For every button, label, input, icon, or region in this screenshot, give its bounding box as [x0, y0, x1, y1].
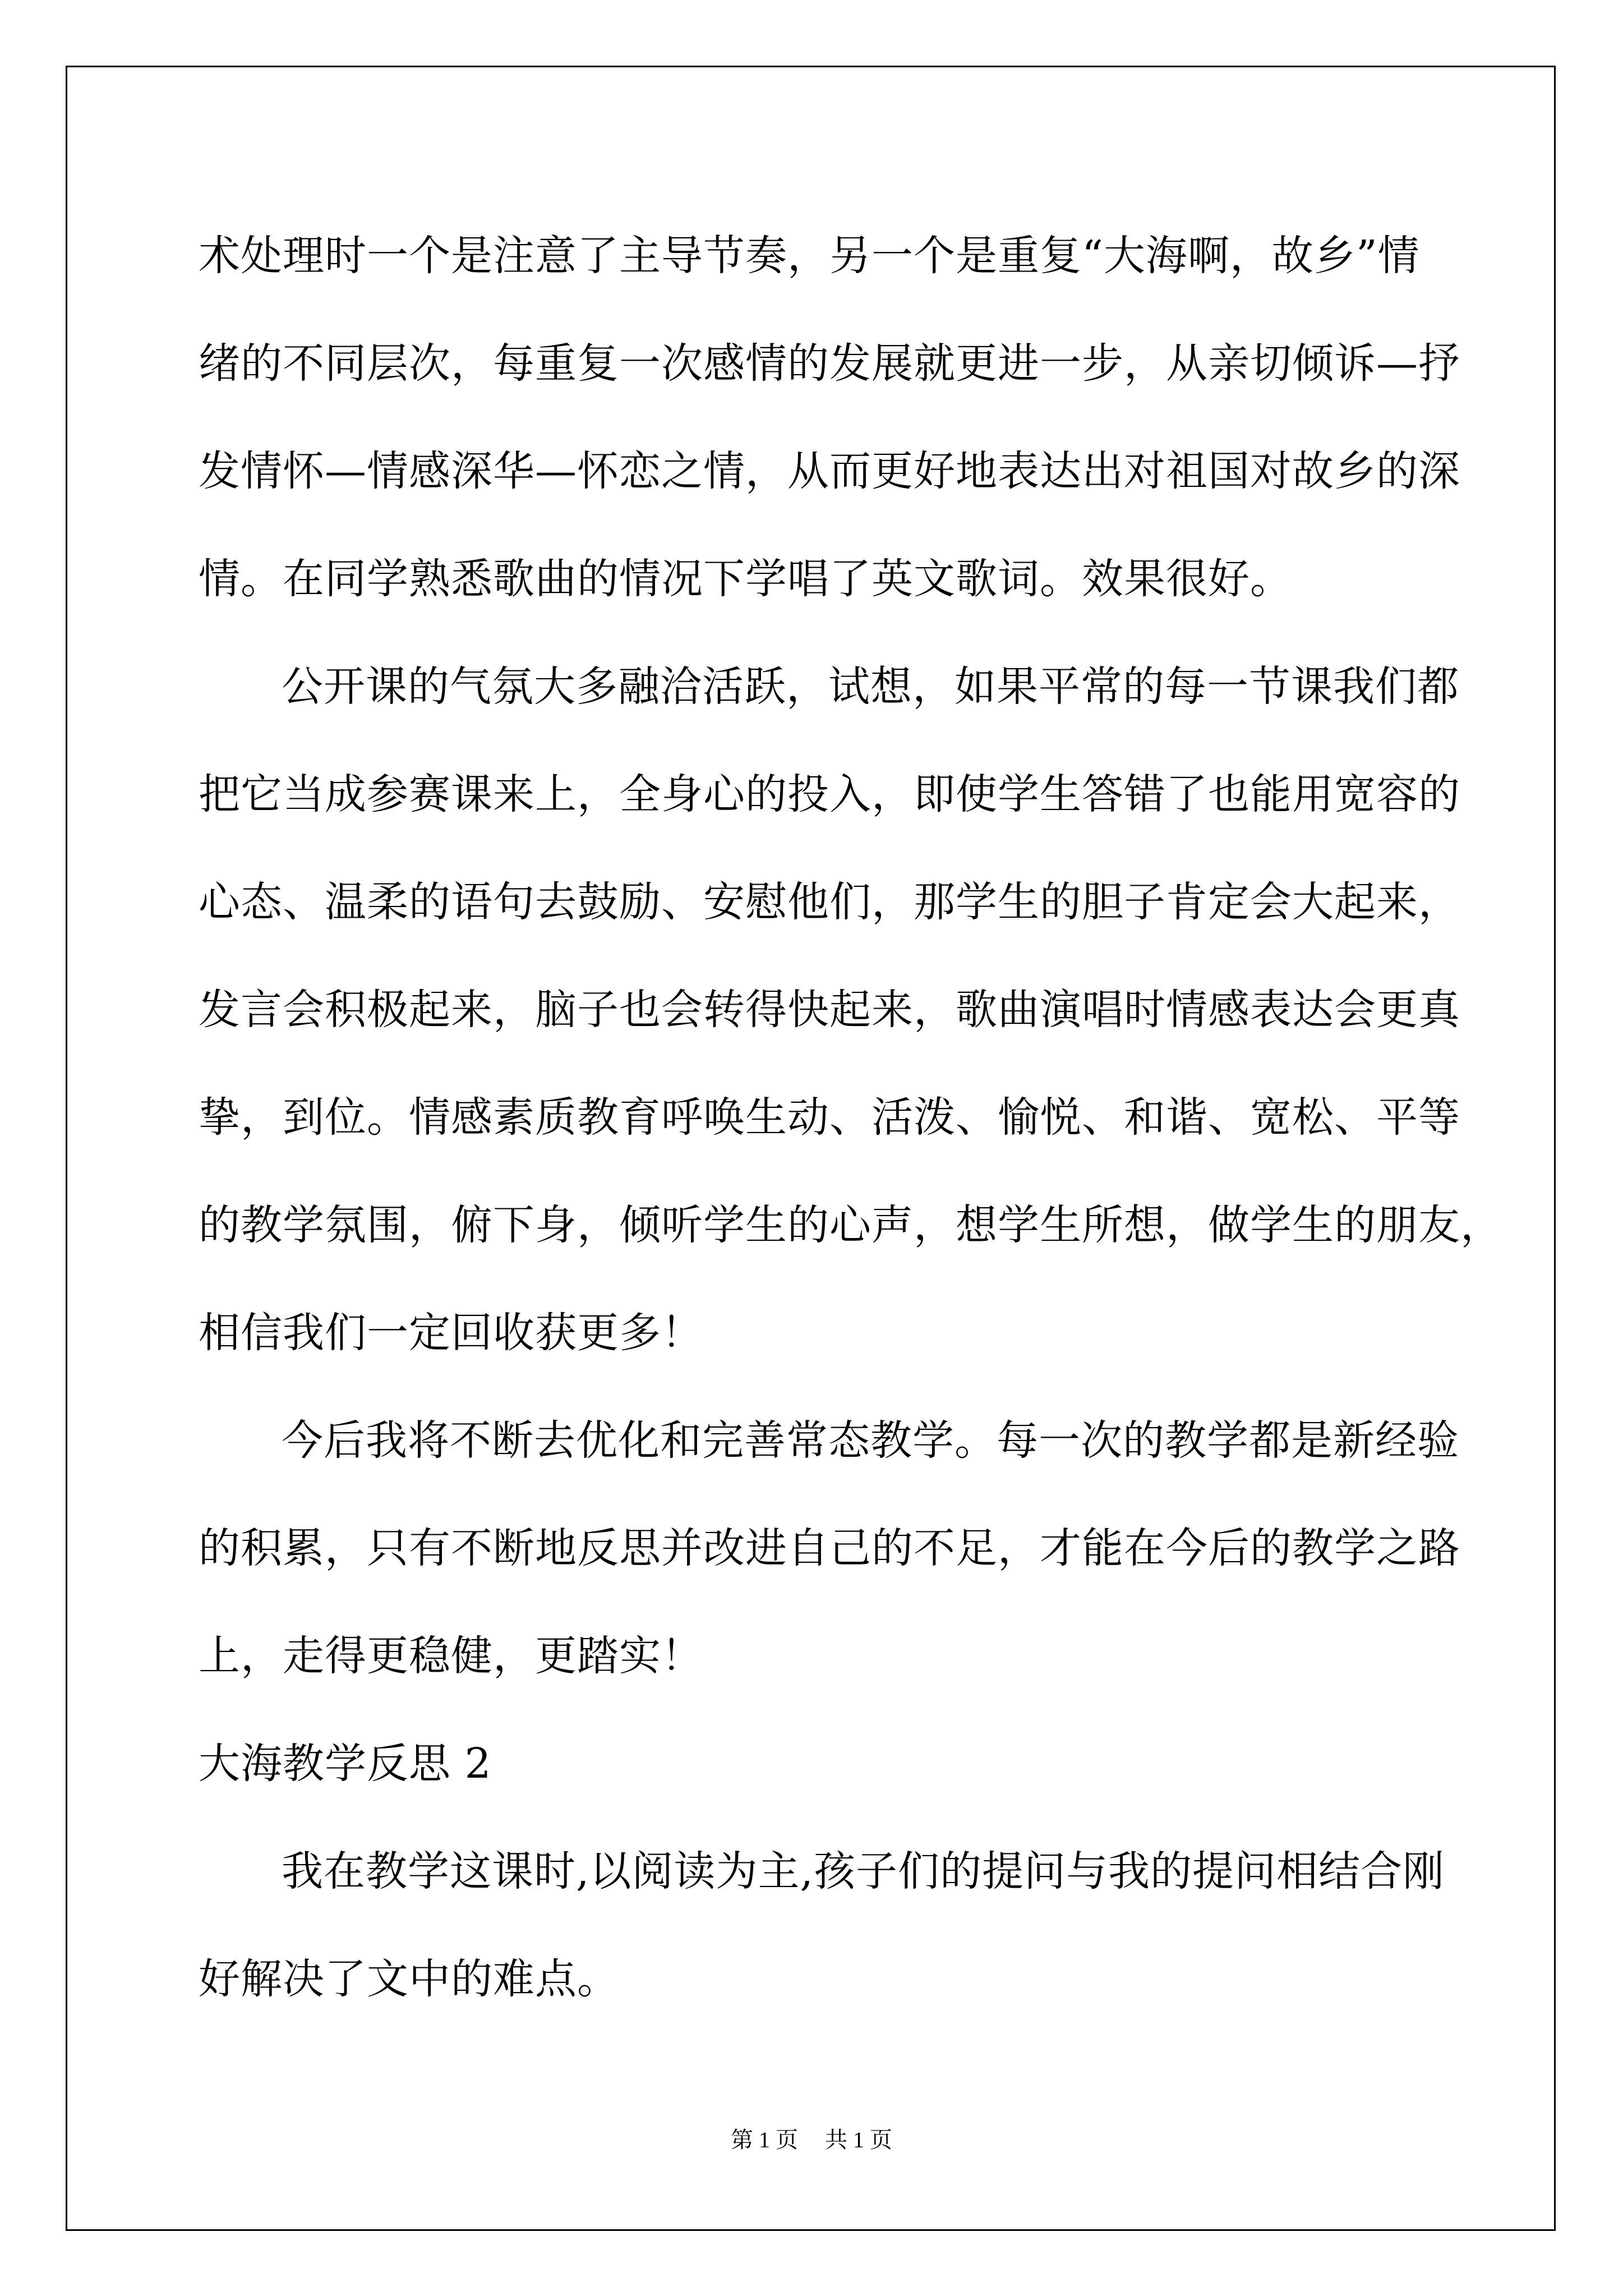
- page-footer: [0, 2123, 1623, 2157]
- text-line: 把它当成参赛课来上，全身心的投入，即使学生答错了也能用宽容的: [199, 770, 1460, 818]
- text-line: 相信我们一定回收获更多！: [199, 1309, 703, 1357]
- text-line: 心态、温柔的语句去鼓励、安慰他们，那学生的胆子肯定会大起来，: [199, 878, 1460, 926]
- text-line: 发情怀—情感深华—怀恋之情，从而更好地表达出对祖国对故乡的深: [199, 447, 1460, 495]
- text-line: 今后我将不断去优化和完善常态教学。每一次的教学都是新经验: [282, 1416, 1459, 1465]
- text-line: 绪的不同层次，每重复一次感情的发展就更进一步，从亲切倾诉—抒: [199, 339, 1460, 388]
- text-line: 公开课的气氛大多融洽活跃，试想，如果平常的每一节课我们都: [282, 662, 1459, 711]
- text-line: 我在教学这课时,以阅读为主,孩子们的提问与我的提问相结合刚: [282, 1847, 1445, 1895]
- text-line: 好解决了文中的难点。: [199, 1955, 619, 2003]
- page-number: 第 1 页: [731, 2127, 798, 2152]
- page-total: 共 1 页: [825, 2127, 892, 2152]
- text-line: 挚，到位。情感素质教育呼唤生动、活泼、愉悦、和谐、宽松、平等: [199, 1093, 1460, 1142]
- text-line: 的积累，只有不断地反思并改进自己的不足，才能在今后的教学之路: [199, 1524, 1460, 1572]
- text-line: 情。在同学熟悉歌曲的情况下学唱了英文歌词。效果很好。: [199, 555, 1292, 603]
- text-line: 发言会积极起来，脑子也会转得快起来，歌曲演唱时情感表达会更真: [199, 986, 1460, 1034]
- document-body: [199, 202, 1502, 2033]
- text-line: 上，走得更稳健，更踏实！: [199, 1632, 703, 1680]
- section-heading: 大海教学反思 2: [199, 1740, 492, 1788]
- text-line: 的教学氛围，俯下身，倾听学生的心声，想学生所想，做学生的朋友，: [199, 1201, 1502, 1249]
- text-line: 术处理时一个是注意了主导节奏，另一个是重复“大海啊，故乡”情: [199, 232, 1420, 280]
